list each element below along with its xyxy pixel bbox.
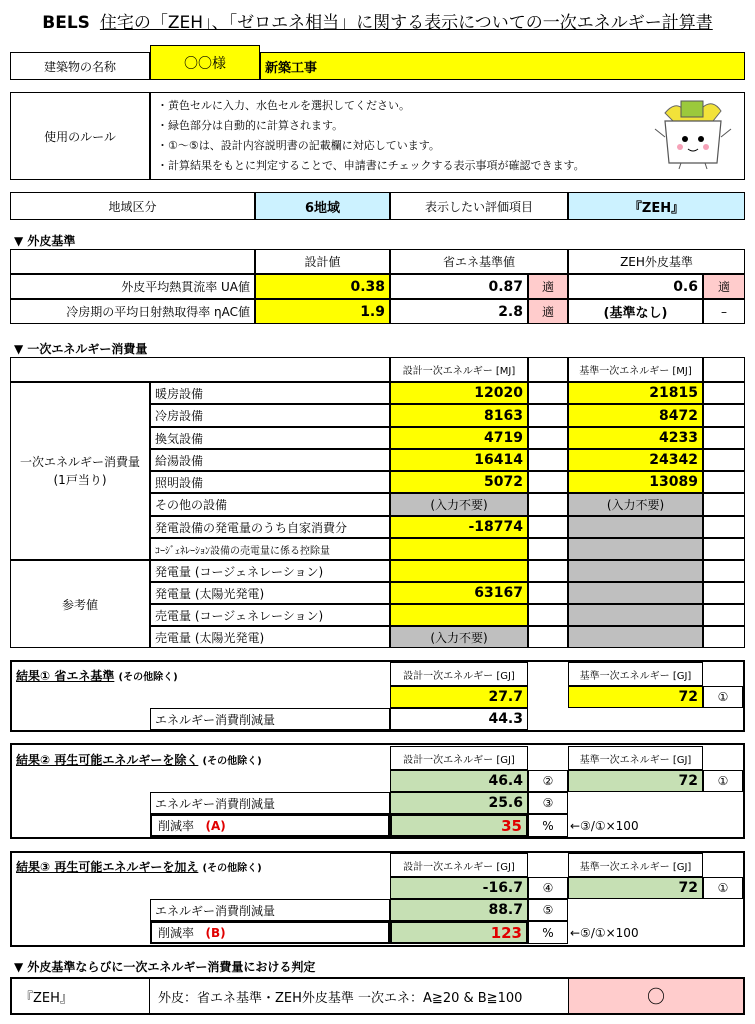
reference-row-design-input[interactable] bbox=[390, 604, 528, 626]
energy-row-design-input: (入力不要) bbox=[390, 493, 528, 516]
eta-std-value: 2.8 bbox=[390, 299, 528, 324]
envelope-heading: ▼ 外皮基準 bbox=[14, 233, 76, 248]
reference-row-std-disabled bbox=[568, 604, 703, 626]
judgement-label: 『ZEH』 bbox=[12, 979, 150, 1013]
reference-row-label: 発電量 (コージェネレーション) bbox=[150, 560, 390, 582]
reference-row-gap bbox=[528, 604, 568, 626]
result2-design-mark: ② bbox=[528, 770, 568, 792]
energy-row-gap bbox=[528, 516, 568, 538]
eta-label: 冷房期の平均日射熱取得率 ηAC値 bbox=[10, 299, 255, 324]
sheet-title: 住宅の「ZEH」、「ゼロエネ相当」に関する表示についての一次エネルギー計算書 bbox=[99, 13, 713, 33]
building-name-field[interactable]: 新築工事 bbox=[260, 52, 745, 80]
energy-row-label: その他の設備 bbox=[150, 493, 390, 516]
reference-row-label: 売電量 (コージェネレーション) bbox=[150, 604, 390, 626]
reference-row-gap bbox=[528, 582, 568, 604]
result1-col-std: 基準一次エネルギー [GJ] bbox=[568, 662, 703, 686]
energy-row-label: ｺｰｼﾞｪﾈﾚｰｼｮﾝ設備の売電量に係る控除量 bbox=[150, 538, 390, 560]
energy-row-gap bbox=[528, 404, 568, 427]
result1-title: 結果① 省エネ基準 (その他除く) bbox=[16, 669, 178, 683]
result3-reduction-mark: ⑤ bbox=[528, 899, 568, 921]
energy-row-gap bbox=[528, 538, 568, 560]
result2-design-value: 46.4 bbox=[390, 770, 528, 792]
reference-row-design-input[interactable] bbox=[390, 560, 528, 582]
reference-row-gap bbox=[528, 626, 568, 648]
energy-row-gap bbox=[703, 449, 745, 471]
eta-zeh-value: (基準なし) bbox=[568, 299, 703, 324]
energy-header-blank bbox=[10, 357, 390, 382]
energy-row-std-input[interactable]: 4233 bbox=[568, 427, 703, 449]
eval-item-select[interactable]: 『ZEH』 bbox=[568, 192, 745, 220]
reference-row-design-input[interactable]: 63167 bbox=[390, 582, 528, 604]
energy-row-std-input[interactable]: 21815 bbox=[568, 382, 703, 404]
result3-rate-label: 削減率 (B) bbox=[150, 921, 390, 944]
result1-col-design: 設計一次エネルギー [GJ] bbox=[390, 662, 528, 686]
energy-row-design-input[interactable]: 5072 bbox=[390, 471, 528, 493]
energy-row-gap bbox=[528, 493, 568, 516]
ua-std-judge: 適 bbox=[528, 274, 568, 299]
rules-label: 使用のルール bbox=[10, 92, 150, 180]
energy-row-std-disabled bbox=[568, 538, 703, 560]
result1-reduction-value: 44.3 bbox=[390, 708, 528, 730]
app-name: BELS bbox=[42, 13, 90, 33]
result2-rate-unit: % bbox=[528, 814, 568, 837]
energy-col-std: 基準一次エネルギー [MJ] bbox=[568, 357, 703, 382]
energy-row-std-input[interactable]: 24342 bbox=[568, 449, 703, 471]
result2-reduction-mark: ③ bbox=[528, 792, 568, 814]
result1-design-value: 27.7 bbox=[390, 686, 528, 708]
judgement-heading: ▼ 外皮基準ならびに一次エネルギー消費量における判定 bbox=[14, 959, 316, 974]
energy-row-gap bbox=[703, 427, 745, 449]
envelope-col-design: 設計値 bbox=[255, 249, 390, 274]
reference-row-gap bbox=[703, 626, 745, 648]
page-title bbox=[0, 8, 755, 33]
energy-row-design-input[interactable]: 8163 bbox=[390, 404, 528, 427]
result3-rate-unit: % bbox=[528, 921, 568, 944]
eval-item-label: 表示したい評価項目 bbox=[390, 192, 568, 220]
energy-row-label: 発電設備の発電量のうち自家消費分 bbox=[150, 516, 390, 538]
ua-label: 外皮平均熱貫流率 UA値 bbox=[10, 274, 255, 299]
result3-rate-value: 123 bbox=[390, 921, 528, 944]
energy-row-std-input[interactable]: 8472 bbox=[568, 404, 703, 427]
energy-row-label: 暖房設備 bbox=[150, 382, 390, 404]
result3-col-std: 基準一次エネルギー [GJ] bbox=[568, 853, 703, 877]
result1-reduction-label: エネルギー消費削減量 bbox=[150, 708, 390, 730]
result3-design-mark: ④ bbox=[528, 877, 568, 899]
result3-design-value: -16.7 bbox=[390, 877, 528, 899]
result2-rate-label: 削減率 (A) bbox=[150, 814, 390, 837]
result3-formula: ←⑤/①×100 bbox=[570, 925, 639, 940]
result2-reduction-value: 25.6 bbox=[390, 792, 528, 814]
energy-row-label: 換気設備 bbox=[150, 427, 390, 449]
envelope-col-zeh: ZEH外皮基準 bbox=[568, 249, 745, 274]
energy-row-gap bbox=[528, 427, 568, 449]
ua-std-value: 0.87 bbox=[390, 274, 528, 299]
energy-row-gap bbox=[528, 449, 568, 471]
envelope-header-blank bbox=[10, 249, 255, 274]
energy-row-gap bbox=[528, 471, 568, 493]
ua-zeh-judge: 適 bbox=[703, 274, 745, 299]
ua-design-input[interactable]: 0.38 bbox=[255, 274, 390, 299]
result3-reduction-label: エネルギー消費削減量 bbox=[150, 899, 390, 921]
reference-row-label: 発電量 (太陽光発電) bbox=[150, 582, 390, 604]
reference-row-gap bbox=[528, 560, 568, 582]
energy-group-sub: (1戸当り) bbox=[53, 473, 107, 487]
energy-row-gap bbox=[703, 516, 745, 538]
reference-label: 参考値 bbox=[10, 560, 150, 648]
energy-row-std-input: (入力不要) bbox=[568, 493, 703, 516]
result2-col-design: 設計一次エネルギー [GJ] bbox=[390, 746, 528, 770]
reference-row-design-input: (入力不要) bbox=[390, 626, 528, 648]
result1-std-value: 72 bbox=[568, 686, 703, 708]
energy-row-gap bbox=[703, 493, 745, 516]
result3-std-value: 72 bbox=[568, 877, 703, 899]
energy-row-design-input[interactable]: 16414 bbox=[390, 449, 528, 471]
energy-row-design-input[interactable]: -18774 bbox=[390, 516, 528, 538]
reference-row-label: 売電量 (太陽光発電) bbox=[150, 626, 390, 648]
energy-header-gap bbox=[703, 357, 745, 382]
result3-reduction-value: 88.7 bbox=[390, 899, 528, 921]
result3-std-mark: ① bbox=[703, 877, 743, 899]
energy-row-design-input[interactable] bbox=[390, 538, 528, 560]
house-mascot-icon bbox=[653, 99, 735, 171]
region-label: 地域区分 bbox=[10, 192, 255, 220]
result2-std-value: 72 bbox=[568, 770, 703, 792]
rule-line: ・①～⑤は、設計内容説明書の記載欄に対応しています。 bbox=[157, 139, 440, 152]
energy-row-gap bbox=[528, 382, 568, 404]
ua-zeh-value: 0.6 bbox=[568, 274, 703, 299]
reference-row-std-disabled bbox=[568, 560, 703, 582]
result3-col-design: 設計一次エネルギー [GJ] bbox=[390, 853, 528, 877]
reference-row-gap bbox=[703, 604, 745, 626]
reference-row-std-disabled bbox=[568, 626, 703, 648]
result2-title: 結果② 再生可能エネルギーを除く (その他除く) bbox=[16, 753, 262, 767]
reference-row-std-disabled bbox=[568, 582, 703, 604]
energy-row-label: 照明設備 bbox=[150, 471, 390, 493]
eta-zeh-judge: – bbox=[703, 299, 745, 324]
energy-group-label bbox=[10, 382, 150, 560]
energy-row-label: 冷房設備 bbox=[150, 404, 390, 427]
rule-line: ・計算結果をもとに判定することで、申請書にチェックする表示事項が確認できます。 bbox=[157, 159, 585, 172]
region-select[interactable]: 6地域 bbox=[255, 192, 390, 220]
result2-std-mark: ① bbox=[703, 770, 743, 792]
result2-col-std: 基準一次エネルギー [GJ] bbox=[568, 746, 703, 770]
energy-row-gap bbox=[703, 404, 745, 427]
energy-heading: ▼ 一次エネルギー消費量 bbox=[14, 341, 148, 356]
judgement-condition: 外皮：省エネ基準・ZEH外皮基準 一次エネ：A≧20 & B≧100 bbox=[158, 990, 523, 1006]
eta-design-input[interactable]: 1.9 bbox=[255, 299, 390, 324]
rules-box bbox=[150, 92, 745, 180]
envelope-col-std: 省エネ基準値 bbox=[390, 249, 568, 274]
reference-row-gap bbox=[703, 560, 745, 582]
energy-row-design-input[interactable]: 4719 bbox=[390, 427, 528, 449]
result1-std-mark: ① bbox=[703, 686, 743, 708]
energy-row-std-input[interactable]: 13089 bbox=[568, 471, 703, 493]
energy-row-gap bbox=[703, 538, 745, 560]
building-name-prefix-field[interactable]: 〇〇様 bbox=[150, 45, 260, 80]
result2-reduction-label: エネルギー消費削減量 bbox=[150, 792, 390, 814]
eta-std-judge: 適 bbox=[528, 299, 568, 324]
energy-group-title: 一次エネルギー消費量 bbox=[19, 455, 140, 469]
judgement-result: 〇 bbox=[568, 979, 743, 1013]
building-name-label: 建築物の名称 bbox=[10, 52, 150, 80]
energy-row-gap bbox=[703, 382, 745, 404]
reference-row-gap bbox=[703, 582, 745, 604]
result2-rate-value: 35 bbox=[390, 814, 528, 837]
result3-title: 結果③ 再生可能エネルギーを加え (その他除く) bbox=[16, 860, 262, 874]
energy-row-std-disabled bbox=[568, 516, 703, 538]
energy-row-gap bbox=[703, 471, 745, 493]
result2-formula: ←③/①×100 bbox=[570, 818, 639, 833]
energy-col-design: 設計一次エネルギー [MJ] bbox=[390, 357, 528, 382]
energy-row-label: 給湯設備 bbox=[150, 449, 390, 471]
energy-header-gap bbox=[528, 357, 568, 382]
rule-line: ・緑色部分は自動的に計算されます。 bbox=[157, 119, 344, 132]
energy-row-design-input[interactable]: 12020 bbox=[390, 382, 528, 404]
rule-line: ・黄色セルに入力、水色セルを選択してください。 bbox=[157, 99, 410, 112]
